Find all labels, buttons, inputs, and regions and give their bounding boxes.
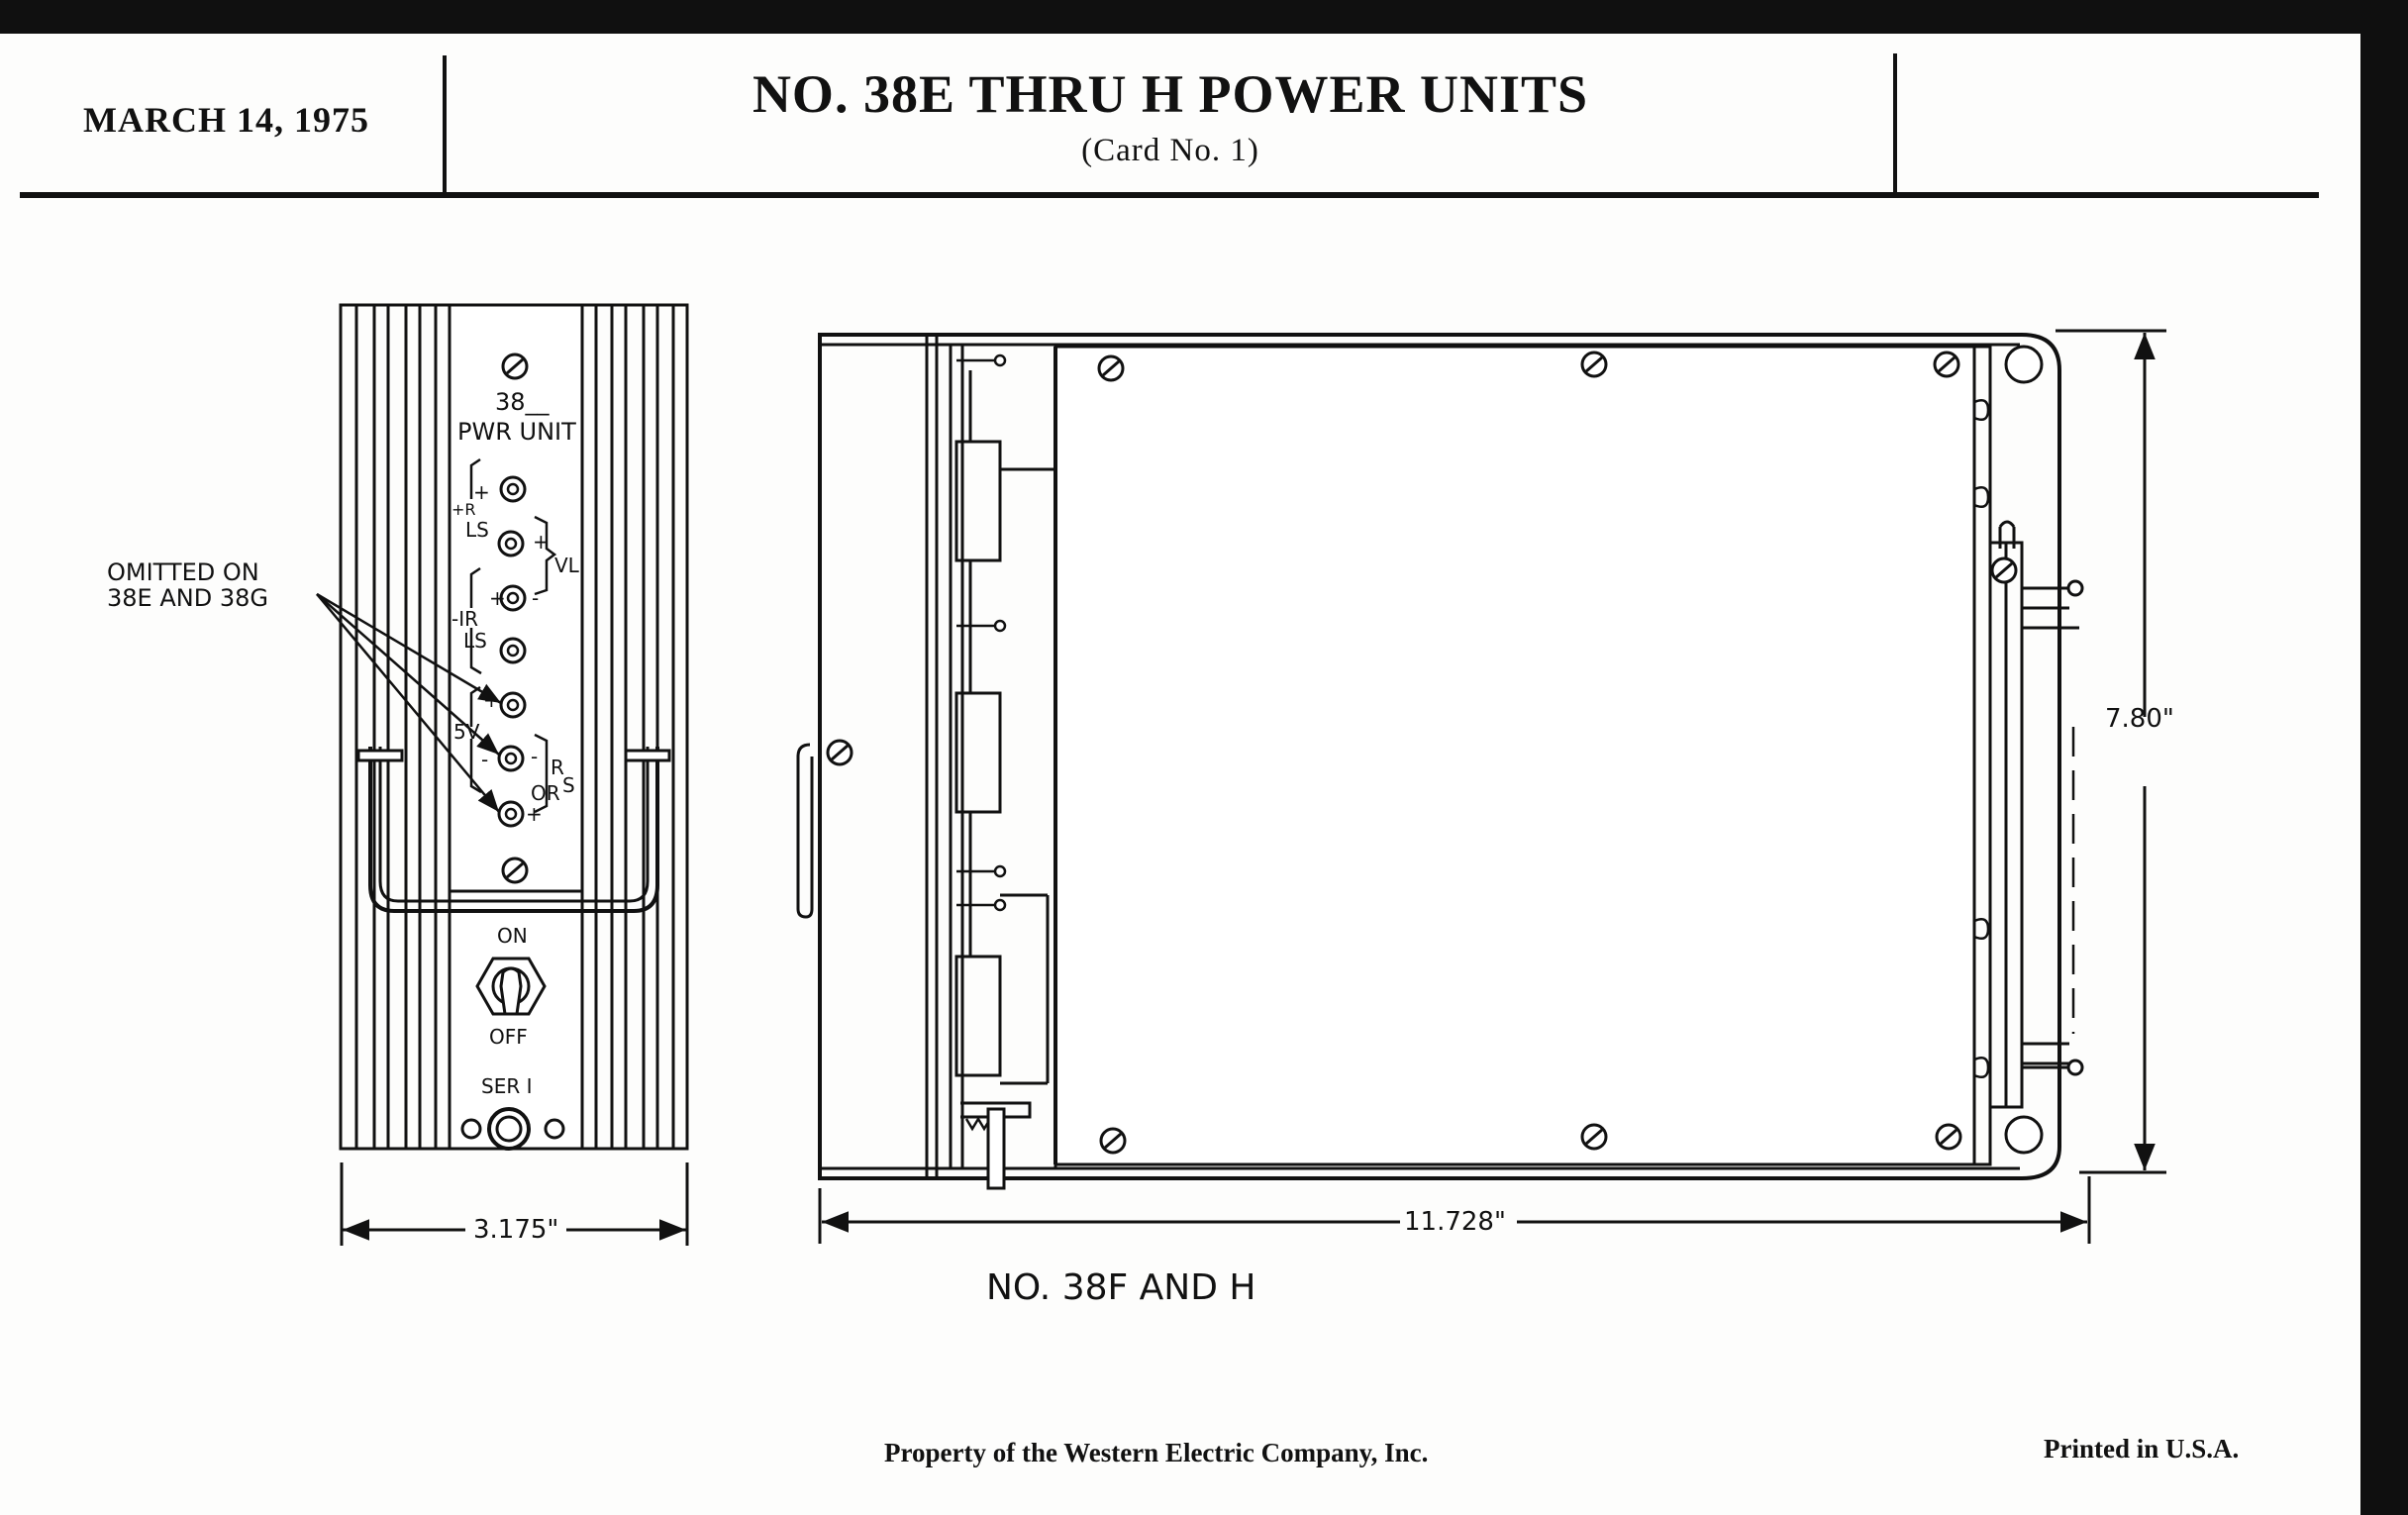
jack-icon	[499, 747, 523, 770]
label-plus-2: +	[533, 530, 550, 554]
heat-sink-fins-right	[582, 305, 673, 1149]
jack-icon	[501, 693, 525, 717]
label-5v: 5V	[453, 720, 480, 744]
scan-border-top	[0, 0, 2408, 34]
callout-line1: OMITTED ON	[107, 558, 259, 586]
width-dimension-label: 3.175"	[473, 1215, 559, 1245]
footer-printed: Printed in U.S.A.	[2044, 1434, 2240, 1464]
side-view-caption: NO. 38F AND H	[986, 1267, 1256, 1308]
length-dimension-label: 11.728"	[1404, 1207, 1506, 1237]
technical-drawing	[0, 34, 2360, 1515]
screw-icon	[1582, 353, 1606, 376]
label-plus-r: +R	[452, 500, 476, 519]
footer-property: Property of the Western Electric Company, Inc.	[884, 1438, 1429, 1467]
label-or: OR	[531, 781, 560, 805]
label-plus-3: +	[489, 586, 506, 610]
label-minus: -	[532, 586, 540, 610]
heat-sink-fins-left	[356, 305, 450, 1149]
cover-plate	[1055, 347, 1974, 1164]
label-minus-3: -	[531, 745, 539, 768]
label-minus-2: -	[481, 748, 489, 771]
height-dimension	[2056, 331, 2166, 1172]
omitted-callout	[107, 558, 501, 812]
adjuster-shaft	[988, 1109, 1004, 1188]
mounting-hole-icon	[2006, 347, 2042, 382]
mounting-hole-icon	[2006, 1117, 2042, 1153]
jack-icon	[499, 532, 523, 556]
screw-icon	[1935, 353, 1958, 376]
label-minus-ir: -IR	[452, 607, 479, 631]
screw-icon	[503, 354, 527, 378]
label-ls-top: LS	[465, 518, 489, 542]
screw-icon	[503, 858, 527, 882]
jack-icon	[501, 477, 525, 501]
page-title: NO. 38E THRU H POWER UNITS	[752, 64, 1589, 124]
screw-icon	[1992, 558, 2016, 582]
header-date: MARCH 14, 1975	[83, 100, 369, 140]
document-card	[0, 34, 2360, 1515]
switch-off-label: OFF	[489, 1025, 528, 1049]
jack-icon	[501, 639, 525, 662]
model-name: PWR UNIT	[457, 418, 576, 446]
label-s: S	[562, 773, 575, 797]
label-ls-bottom: LS	[463, 629, 487, 653]
screw-icon	[1582, 1125, 1606, 1149]
card-number: (Card No. 1)	[1081, 133, 1259, 168]
label-plus: +	[473, 480, 490, 504]
side-handle	[798, 745, 812, 917]
jack-icon	[499, 802, 523, 826]
label-plus-4: +	[483, 688, 500, 712]
model-number: 38__	[495, 388, 550, 416]
switch-on-label: ON	[497, 924, 528, 948]
screw-icon	[828, 741, 852, 764]
height-dimension-label: 7.80"	[2105, 704, 2174, 734]
label-r: R	[551, 756, 564, 779]
side-view	[798, 335, 2082, 1188]
screw-icon	[1099, 356, 1123, 380]
callout-line2: 38E AND 38G	[107, 584, 268, 612]
toggle-icon	[501, 968, 521, 1014]
ser-screw-icon	[546, 1120, 563, 1138]
screw-icon	[1101, 1129, 1125, 1153]
scan-border-right	[2360, 0, 2408, 1515]
ser-screw-icon	[462, 1120, 480, 1138]
label-plus-5: +	[526, 802, 543, 826]
ser-label: SER I	[481, 1074, 533, 1098]
screw-icon	[1937, 1125, 1960, 1149]
label-vl: VL	[554, 554, 579, 577]
